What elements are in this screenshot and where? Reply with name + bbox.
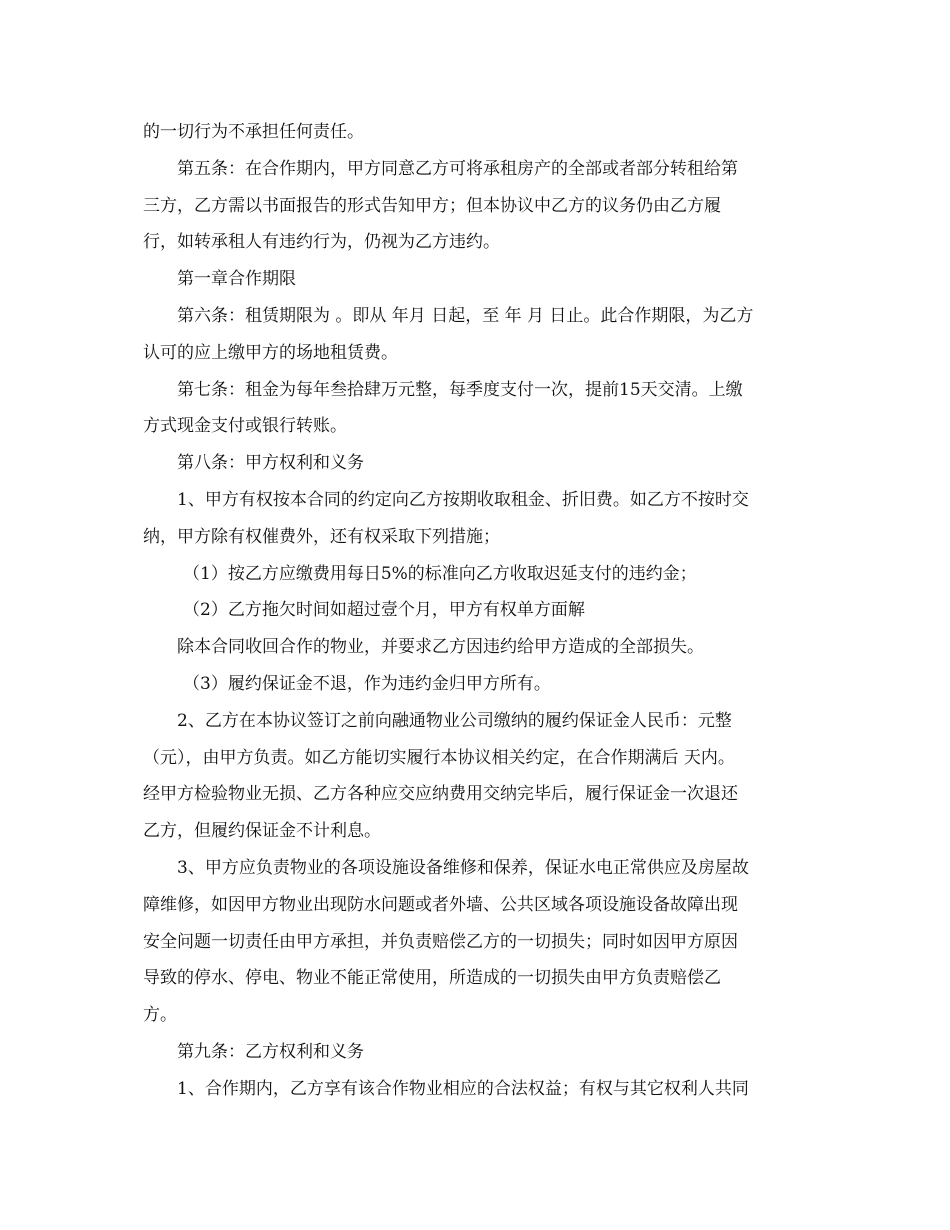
- chapter-heading: 第一章合作期限: [177, 269, 296, 290]
- clause-8-heading: 第八条：甲方权利和义务: [177, 453, 364, 474]
- sub-item-2-line: （2）乙方拖欠时间如超过壹个月，甲方有权单方面解: [183, 600, 585, 621]
- text-line: 除本合同收回合作的物业，并要求乙方因违约给甲方造成的全部损失。: [177, 637, 704, 658]
- clause-9-heading: 第九条：乙方权利和义务: [177, 1041, 364, 1062]
- text-line: 安全问题一切责任由甲方承担，并负责赔偿乙方的一切损失；同时如因甲方原因: [143, 931, 738, 952]
- text-line: 乙方，但履约保证金不计利息。: [143, 821, 381, 842]
- item-1-line: 1、甲方有权按本合同的约定向乙方按期收取租金、折旧费。如乙方不按时交: [177, 489, 749, 510]
- text-line: 三方，乙方需以书面报告的形式告知甲方；但本协议中乙方的议务仍由乙方履: [143, 195, 721, 216]
- text-line: 方式现金支付或银行转账。: [143, 416, 347, 437]
- text-line: 障维修，如因甲方物业出现防水问题或者外墙、公共区域各项设施设备故障出现: [143, 894, 738, 915]
- clause-6-line: 第六条：租赁期限为 。即从 年月 日起，至 年 月 日止。此合作期限，为乙方: [177, 305, 754, 326]
- item-3-line: 3、甲方应负责物业的各项设施设备维修和保养，保证水电正常供应及房屋故: [177, 857, 749, 878]
- sub-item-1-line: （1）按乙方应缴费用每日5%的标准向乙方收取迟延支付的违约金；: [183, 563, 697, 584]
- text-line: 纳，甲方除有权催费外，还有权采取下列措施；: [143, 526, 500, 547]
- clause-7-line: 第七条：租金为每年叁拾肆万元整，每季度支付一次，提前15天交清。上缴: [177, 379, 743, 400]
- text-line: （元），由甲方负责。如乙方能切实履行本协议相关约定，在合作期满后 天内。: [143, 747, 735, 768]
- item-1-line: 1、合作期内，乙方享有该合作物业相应的合法权益；有权与其它权利人共同: [177, 1078, 749, 1099]
- text-line: 行，如转承租人有违约行为，仍视为乙方违约。: [143, 232, 500, 253]
- sub-item-3-line: （3）履约保证金不退，作为违约金归甲方所有。: [183, 673, 551, 694]
- document-body: [143, 114, 811, 1108]
- text-line: 认可的应上缴甲方的场地租赁费。: [143, 342, 398, 363]
- item-2-line: 2、乙方在本协议签订之前向融通物业公司缴纳的履约保证金人民币：元整: [177, 710, 732, 731]
- text-line: 经甲方检验物业无损、乙方各种应交应纳费用交纳完毕后，履行保证金一次退还: [143, 784, 738, 805]
- text-line: 导致的停水、停电、物业不能正常使用，所造成的一切损失由甲方负责赔偿乙: [143, 968, 721, 989]
- text-line: 方。: [143, 1005, 177, 1026]
- clause-5-line: 第五条：在合作期内，甲方同意乙方可将承租房产的全部或者部分转租给第: [177, 158, 738, 179]
- text-line: 的一切行为不承担任何责任。: [143, 122, 364, 142]
